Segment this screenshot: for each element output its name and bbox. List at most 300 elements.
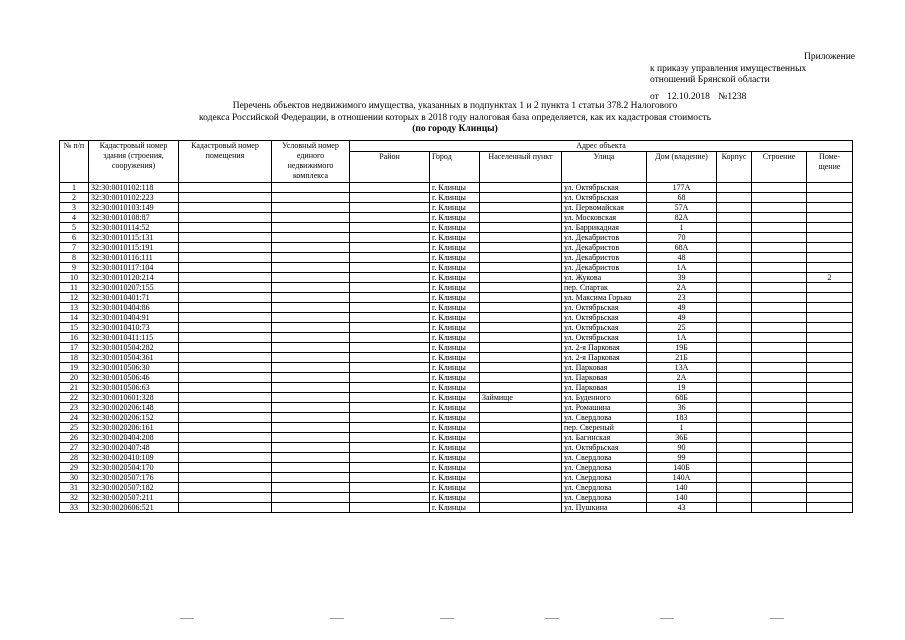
appendix-date: 12.10.2018 bbox=[667, 91, 710, 102]
cell-cad-room bbox=[179, 473, 272, 483]
cell-locality: Займище bbox=[480, 393, 562, 403]
cell-locality bbox=[480, 403, 562, 413]
cell-city: г. Клинцы bbox=[430, 483, 480, 493]
cell-num: 11 bbox=[60, 283, 89, 293]
cell-room bbox=[807, 283, 853, 293]
cell-num: 24 bbox=[60, 413, 89, 423]
cell-house: 49 bbox=[647, 313, 717, 323]
cell-korpus bbox=[717, 403, 752, 413]
cell-korpus bbox=[717, 183, 752, 193]
cell-district bbox=[350, 473, 430, 483]
cell-locality bbox=[480, 293, 562, 303]
cell-city: г. Клинцы bbox=[430, 193, 480, 203]
table-row bbox=[60, 493, 853, 503]
cell-building bbox=[752, 273, 807, 283]
cell-num: 3 bbox=[60, 203, 89, 213]
table-row bbox=[60, 273, 853, 283]
cell-num: 4 bbox=[60, 213, 89, 223]
table-row bbox=[60, 203, 853, 213]
property-register-table bbox=[59, 140, 853, 513]
cell-locality bbox=[480, 233, 562, 243]
cell-cad-room bbox=[179, 363, 272, 373]
cell-building bbox=[752, 263, 807, 273]
cell-house: 19Б bbox=[647, 343, 717, 353]
cell-korpus bbox=[717, 343, 752, 353]
cell-room bbox=[807, 393, 853, 403]
cell-cond-number bbox=[272, 503, 350, 513]
cell-cad-building: 32:30:0020606:521 bbox=[89, 503, 179, 513]
cell-street: ул. Декабристов bbox=[562, 253, 647, 263]
cell-building bbox=[752, 433, 807, 443]
cell-building bbox=[752, 393, 807, 403]
cell-house: 99 bbox=[647, 453, 717, 463]
cell-locality bbox=[480, 193, 562, 203]
cell-cond-number bbox=[272, 413, 350, 423]
cell-cad-building: 32:30:0010102:223 bbox=[89, 193, 179, 203]
cell-cad-building: 32:30:0010115:131 bbox=[89, 233, 179, 243]
cell-cad-room bbox=[179, 323, 272, 333]
table-row bbox=[60, 233, 853, 243]
cell-korpus bbox=[717, 503, 752, 513]
cell-street: ул. Октябрьская bbox=[562, 183, 647, 193]
cell-street: ул. Буденного bbox=[562, 393, 647, 403]
cell-building bbox=[752, 443, 807, 453]
cell-cad-building: 32:30:0010506:63 bbox=[89, 383, 179, 393]
cell-cad-building: 32:30:0020507:182 bbox=[89, 483, 179, 493]
cell-korpus bbox=[717, 283, 752, 293]
appendix-number: №1238 bbox=[718, 91, 747, 102]
cell-cond-number bbox=[272, 213, 350, 223]
cell-house: 140Б bbox=[647, 463, 717, 473]
cell-cad-room bbox=[179, 433, 272, 443]
cell-cad-building: 32:30:0010116:111 bbox=[89, 253, 179, 263]
cell-street: ул. Свердлова bbox=[562, 463, 647, 473]
table-row bbox=[60, 303, 853, 313]
cell-district bbox=[350, 393, 430, 403]
cell-city: г. Клинцы bbox=[430, 343, 480, 353]
appendix-from-label: от bbox=[650, 91, 659, 102]
cell-house: 2А bbox=[647, 283, 717, 293]
table-row bbox=[60, 343, 853, 353]
cell-city: г. Клинцы bbox=[430, 303, 480, 313]
cell-cad-building: 32:30:0010601:328 bbox=[89, 393, 179, 403]
cell-locality bbox=[480, 323, 562, 333]
cell-room bbox=[807, 293, 853, 303]
cell-korpus bbox=[717, 353, 752, 363]
cell-room bbox=[807, 463, 853, 473]
cell-house: 21Б bbox=[647, 353, 717, 363]
cell-street: ул. Парковая bbox=[562, 363, 647, 373]
cell-district bbox=[350, 303, 430, 313]
cell-num: 23 bbox=[60, 403, 89, 413]
cell-cond-number bbox=[272, 303, 350, 313]
cell-locality bbox=[480, 453, 562, 463]
cell-house: 70 bbox=[647, 233, 717, 243]
cell-city: г. Клинцы bbox=[430, 423, 480, 433]
table-row bbox=[60, 223, 853, 233]
cell-locality bbox=[480, 483, 562, 493]
cell-house: 1А bbox=[647, 263, 717, 273]
cell-street: ул. Жукова bbox=[562, 273, 647, 283]
cell-street: ул. Свердлова bbox=[562, 493, 647, 503]
cell-district bbox=[350, 503, 430, 513]
cell-locality bbox=[480, 183, 562, 193]
cell-room bbox=[807, 373, 853, 383]
cell-house: 13А bbox=[647, 363, 717, 373]
cell-city: г. Клинцы bbox=[430, 283, 480, 293]
cell-district bbox=[350, 243, 430, 253]
cell-locality bbox=[480, 353, 562, 363]
cell-room bbox=[807, 223, 853, 233]
cell-room bbox=[807, 403, 853, 413]
cell-cad-building: 32:30:0010506:30 bbox=[89, 363, 179, 373]
cell-building bbox=[752, 373, 807, 383]
cell-cad-room bbox=[179, 413, 272, 423]
cell-cad-building: 32:30:0010117:104 bbox=[89, 263, 179, 273]
cell-district bbox=[350, 423, 430, 433]
cell-cad-building: 32:30:0020206:148 bbox=[89, 403, 179, 413]
table-row bbox=[60, 373, 853, 383]
cell-num: 25 bbox=[60, 423, 89, 433]
cell-street: ул. Ромашина bbox=[562, 403, 647, 413]
cell-city: г. Клинцы bbox=[430, 473, 480, 483]
cell-city: г. Клинцы bbox=[430, 353, 480, 363]
header-locality: Населенный пункт bbox=[480, 152, 562, 183]
cell-cad-building: 32:30:0010506:46 bbox=[89, 373, 179, 383]
cell-street: ул. Баррикадная bbox=[562, 223, 647, 233]
cell-korpus bbox=[717, 243, 752, 253]
table-row bbox=[60, 243, 853, 253]
cell-num: 5 bbox=[60, 223, 89, 233]
header-building: Строение bbox=[752, 152, 807, 183]
cell-cad-room bbox=[179, 353, 272, 363]
cell-house: 36 bbox=[647, 403, 717, 413]
table-row bbox=[60, 403, 853, 413]
cell-locality bbox=[480, 283, 562, 293]
cell-cad-room bbox=[179, 293, 272, 303]
cell-house: 177А bbox=[647, 183, 717, 193]
cell-cad-room bbox=[179, 463, 272, 473]
appendix-block bbox=[650, 52, 855, 103]
cell-num: 17 bbox=[60, 343, 89, 353]
cell-cad-room bbox=[179, 483, 272, 493]
table-row bbox=[60, 193, 853, 203]
cell-building bbox=[752, 243, 807, 253]
cell-building bbox=[752, 473, 807, 483]
cell-num: 12 bbox=[60, 293, 89, 303]
header-korpus: Корпус bbox=[717, 152, 752, 183]
cell-house: 82А bbox=[647, 213, 717, 223]
cell-cond-number bbox=[272, 323, 350, 333]
cell-building bbox=[752, 213, 807, 223]
table-row bbox=[60, 363, 853, 373]
header-house: Дом (владение) bbox=[647, 152, 717, 183]
cell-num: 31 bbox=[60, 483, 89, 493]
cell-district bbox=[350, 193, 430, 203]
cell-room bbox=[807, 203, 853, 213]
cell-building bbox=[752, 413, 807, 423]
cell-locality bbox=[480, 433, 562, 443]
table-row bbox=[60, 323, 853, 333]
cell-num: 2 bbox=[60, 193, 89, 203]
cell-room bbox=[807, 433, 853, 443]
cell-cond-number bbox=[272, 393, 350, 403]
cell-cad-room bbox=[179, 213, 272, 223]
cell-cad-room bbox=[179, 253, 272, 263]
cell-cad-room bbox=[179, 183, 272, 193]
cell-city: г. Клинцы bbox=[430, 503, 480, 513]
cell-house: 23 bbox=[647, 293, 717, 303]
cell-cond-number bbox=[272, 233, 350, 243]
cell-district bbox=[350, 353, 430, 363]
cell-room bbox=[807, 233, 853, 243]
cell-building bbox=[752, 293, 807, 303]
cell-cad-building: 32:30:0020206:152 bbox=[89, 413, 179, 423]
cell-city: г. Клинцы bbox=[430, 263, 480, 273]
cell-cad-building: 32:30:0010108:87 bbox=[89, 213, 179, 223]
cell-cond-number bbox=[272, 363, 350, 373]
cell-street: ул. Парковая bbox=[562, 383, 647, 393]
header-cond-number: Условный номер единого недвижимого комплекса bbox=[272, 141, 350, 183]
cell-house: 140 bbox=[647, 493, 717, 503]
cell-locality bbox=[480, 223, 562, 233]
cell-city: г. Клинцы bbox=[430, 433, 480, 443]
cell-cond-number bbox=[272, 243, 350, 253]
cell-building bbox=[752, 483, 807, 493]
table-row bbox=[60, 383, 853, 393]
header-num: № п/п bbox=[60, 141, 89, 183]
cell-district bbox=[350, 333, 430, 343]
header-address: Адрес объекта bbox=[350, 141, 853, 152]
cell-street: ул. Октябрьская bbox=[562, 333, 647, 343]
cell-cad-room bbox=[179, 443, 272, 453]
cell-cond-number bbox=[272, 433, 350, 443]
cell-room bbox=[807, 363, 853, 373]
cell-room bbox=[807, 383, 853, 393]
cell-cad-room bbox=[179, 313, 272, 323]
cell-korpus bbox=[717, 203, 752, 213]
cell-locality bbox=[480, 343, 562, 353]
appendix-authority-line: отношений Брянской области bbox=[650, 75, 770, 85]
table-row bbox=[60, 463, 853, 473]
cell-cad-building: 32:30:0010410:73 bbox=[89, 323, 179, 333]
cell-room bbox=[807, 263, 853, 273]
cell-cond-number bbox=[272, 333, 350, 343]
cell-street: пер. Свереный bbox=[562, 423, 647, 433]
cell-building bbox=[752, 383, 807, 393]
cell-num: 28 bbox=[60, 453, 89, 463]
cell-building bbox=[752, 503, 807, 513]
cell-district bbox=[350, 403, 430, 413]
table-row bbox=[60, 423, 853, 433]
cell-street: ул. Декабристов bbox=[562, 263, 647, 273]
cell-street: ул. Пушкина bbox=[562, 503, 647, 513]
table-row bbox=[60, 393, 853, 403]
cell-district bbox=[350, 453, 430, 463]
cell-house: 57А bbox=[647, 203, 717, 213]
cell-city: г. Клинцы bbox=[430, 183, 480, 193]
table-header-row-1 bbox=[60, 141, 853, 152]
cell-num: 9 bbox=[60, 263, 89, 273]
appendix-order-line: к приказу управления имущественных bbox=[650, 63, 807, 74]
cell-cond-number bbox=[272, 403, 350, 413]
cell-num: 8 bbox=[60, 253, 89, 263]
cell-locality bbox=[480, 373, 562, 383]
cell-city: г. Клинцы bbox=[430, 373, 480, 383]
cell-district bbox=[350, 363, 430, 373]
cell-district bbox=[350, 413, 430, 423]
cell-city: г. Клинцы bbox=[430, 463, 480, 473]
cell-korpus bbox=[717, 273, 752, 283]
cell-cad-building: 32:30:0020407:48 bbox=[89, 443, 179, 453]
cell-city: г. Клинцы bbox=[430, 223, 480, 233]
cell-house: 36Б bbox=[647, 433, 717, 443]
cell-city: г. Клинцы bbox=[430, 333, 480, 343]
cell-korpus bbox=[717, 263, 752, 273]
cell-city: г. Клинцы bbox=[430, 233, 480, 243]
cell-room bbox=[807, 333, 853, 343]
cell-house: 140А bbox=[647, 473, 717, 483]
cell-cond-number bbox=[272, 203, 350, 213]
cell-cad-building: 32:30:0010404:91 bbox=[89, 313, 179, 323]
cell-cond-number bbox=[272, 353, 350, 363]
cell-cond-number bbox=[272, 343, 350, 353]
cell-cad-room bbox=[179, 283, 272, 293]
cell-building bbox=[752, 323, 807, 333]
header-room: Поме-щение bbox=[807, 152, 853, 183]
cell-cond-number bbox=[272, 373, 350, 383]
cell-locality bbox=[480, 363, 562, 373]
table-row bbox=[60, 353, 853, 363]
table-row bbox=[60, 293, 853, 303]
table-row bbox=[60, 313, 853, 323]
cell-house: 90 bbox=[647, 443, 717, 453]
cell-house: 19 bbox=[647, 383, 717, 393]
cell-building bbox=[752, 223, 807, 233]
cell-city: г. Клинцы bbox=[430, 443, 480, 453]
cell-cad-room bbox=[179, 373, 272, 383]
document-heading bbox=[170, 101, 740, 136]
cell-city: г. Клинцы bbox=[430, 383, 480, 393]
table-body bbox=[60, 183, 853, 513]
cell-city: г. Клинцы bbox=[430, 323, 480, 333]
cell-city: г. Клинцы bbox=[430, 403, 480, 413]
cell-num: 20 bbox=[60, 373, 89, 383]
cell-building bbox=[752, 363, 807, 373]
cell-korpus bbox=[717, 443, 752, 453]
cell-district bbox=[350, 183, 430, 193]
cell-num: 15 bbox=[60, 323, 89, 333]
cell-cond-number bbox=[272, 283, 350, 293]
cell-korpus bbox=[717, 383, 752, 393]
table-row bbox=[60, 333, 853, 343]
cell-num: 21 bbox=[60, 383, 89, 393]
cell-num: 16 bbox=[60, 333, 89, 343]
header-cad-building: Кадастровый номер здания (строения, сооружения) bbox=[89, 141, 179, 183]
cell-locality bbox=[480, 303, 562, 313]
cell-num: 33 bbox=[60, 503, 89, 513]
cell-cad-room bbox=[179, 403, 272, 413]
cell-house: 1 bbox=[647, 423, 717, 433]
cell-room bbox=[807, 193, 853, 203]
cell-district bbox=[350, 223, 430, 233]
cell-korpus bbox=[717, 313, 752, 323]
table-row bbox=[60, 443, 853, 453]
table-row bbox=[60, 483, 853, 493]
cell-korpus bbox=[717, 413, 752, 423]
cell-district bbox=[350, 443, 430, 453]
cell-building bbox=[752, 353, 807, 363]
cell-cond-number bbox=[272, 313, 350, 323]
cell-house: 49 bbox=[647, 303, 717, 313]
cell-cad-building: 32:30:0010401:71 bbox=[89, 293, 179, 303]
cell-korpus bbox=[717, 323, 752, 333]
cell-cad-room bbox=[179, 303, 272, 313]
cell-district bbox=[350, 253, 430, 263]
cell-room bbox=[807, 423, 853, 433]
cell-locality bbox=[480, 203, 562, 213]
cell-korpus bbox=[717, 433, 752, 443]
cell-district bbox=[350, 373, 430, 383]
cell-locality bbox=[480, 253, 562, 263]
table-row bbox=[60, 473, 853, 483]
cell-cad-building: 32:30:0010207:155 bbox=[89, 283, 179, 293]
cell-num: 13 bbox=[60, 303, 89, 313]
cell-cond-number bbox=[272, 493, 350, 503]
cell-cad-room bbox=[179, 383, 272, 393]
cell-house: 140 bbox=[647, 483, 717, 493]
cell-korpus bbox=[717, 293, 752, 303]
cell-locality bbox=[480, 503, 562, 513]
cell-locality bbox=[480, 213, 562, 223]
cell-num: 6 bbox=[60, 233, 89, 243]
cell-korpus bbox=[717, 233, 752, 243]
cell-house: 25 bbox=[647, 323, 717, 333]
cell-cond-number bbox=[272, 423, 350, 433]
cell-num: 32 bbox=[60, 493, 89, 503]
cell-cad-building: 32:30:0010103:149 bbox=[89, 203, 179, 213]
cell-building bbox=[752, 183, 807, 193]
cell-num: 18 bbox=[60, 353, 89, 363]
header-street: Улица bbox=[562, 152, 647, 183]
header-district: Район bbox=[350, 152, 430, 183]
cell-locality bbox=[480, 443, 562, 453]
cell-cad-room bbox=[179, 273, 272, 283]
cell-num: 27 bbox=[60, 443, 89, 453]
cell-korpus bbox=[717, 423, 752, 433]
cell-building bbox=[752, 493, 807, 503]
cell-street: ул. Багинская bbox=[562, 433, 647, 443]
cell-cond-number bbox=[272, 443, 350, 453]
cell-locality bbox=[480, 473, 562, 483]
cell-cond-number bbox=[272, 193, 350, 203]
cell-district bbox=[350, 293, 430, 303]
cell-building bbox=[752, 333, 807, 343]
cell-street: пер. Спартак bbox=[562, 283, 647, 293]
cell-city: г. Клинцы bbox=[430, 243, 480, 253]
cell-room bbox=[807, 313, 853, 323]
cell-cad-building: 32:30:0010114:52 bbox=[89, 223, 179, 233]
cell-cad-room bbox=[179, 493, 272, 503]
cell-house: 183 bbox=[647, 413, 717, 423]
cell-korpus bbox=[717, 333, 752, 343]
cell-building bbox=[752, 253, 807, 263]
cell-korpus bbox=[717, 213, 752, 223]
cell-building bbox=[752, 233, 807, 243]
cell-cond-number bbox=[272, 473, 350, 483]
cell-room bbox=[807, 483, 853, 493]
cell-district bbox=[350, 233, 430, 243]
